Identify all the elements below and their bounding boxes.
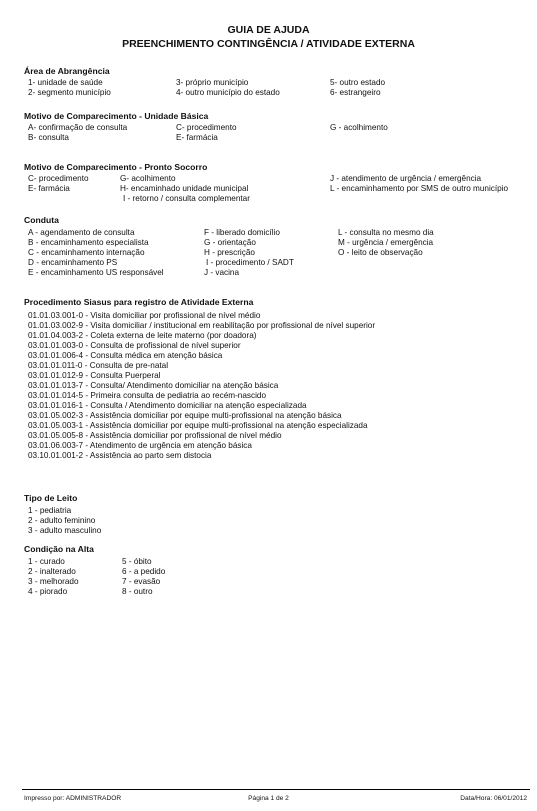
motivo-ub-item: G - acolhimento (330, 123, 388, 132)
motivo-ps-item: G- acolhimento (120, 174, 176, 183)
section-heading-conduta: Conduta (24, 215, 59, 225)
alta-item: 8 - outro (122, 587, 153, 596)
procedimento-item: 03.01.01.013-7 - Consulta/ Atendimento domiciliar na atenção básica (28, 381, 279, 390)
procedimento-item: 03.10.01.001-2 - Assistência ao parto sem distocia (28, 451, 212, 460)
area-item: 3- próprio município (176, 78, 249, 87)
conduta-item: G - orientação (204, 238, 256, 247)
motivo-ub-item: B- consulta (28, 133, 69, 142)
section-heading-area: Área de Abrangência (24, 66, 110, 76)
alta-item: 4 - piorado (28, 587, 68, 596)
alta-item: 6 - a pedido (122, 567, 166, 576)
footer-page-number: Página 1 de 2 (248, 795, 289, 802)
section-heading-motivo-ub: Motivo de Comparecimento - Unidade Básica (24, 111, 209, 121)
area-item: 5- outro estado (330, 78, 386, 87)
motivo-ub-item: C- procedimento (176, 123, 237, 132)
procedimento-item: 03.01.01.016-1 - Consulta / Atendimento domiciliar na atenção especializada (28, 401, 307, 410)
section-heading-leito: Tipo de Leito (24, 493, 78, 503)
conduta-item: E - encaminhamento US responsável (28, 268, 164, 277)
procedimento-item: 03.01.01.011-0 - Consulta de pre-natal (28, 361, 169, 370)
conduta-item: D - encaminhamento PS (28, 258, 118, 267)
conduta-item: I - procedimento / SADT (206, 258, 294, 267)
procedimento-item: 01.01.04.003-2 - Coleta externa de leite materno (por doadora) (28, 331, 257, 340)
procedimento-item: 03.01.06.003-7 - Atendimento de urgência em atenção básica (28, 441, 252, 450)
alta-item: 2 - inalterado (28, 567, 76, 576)
procedimento-item: 03.01.01.012-9 - Consulta Puerperal (28, 371, 161, 380)
conduta-item: F - liberado domicílio (204, 228, 280, 237)
section-heading-procedimento: Procedimento Siasus para registro de Atividade Externa (24, 297, 254, 307)
procedimento-item: 03.01.01.003-0 - Consulta de profissional de nível superior (28, 341, 241, 350)
procedimento-item: 01.01.03.002-9 - Visita domiciliar / institucional em reabilitação por profissional de nível superior (28, 321, 376, 330)
conduta-item: H - prescrição (204, 248, 255, 257)
footer-divider (22, 789, 530, 790)
procedimento-item: 01.01.03.001-0 - Visita domiciliar por profissional de nível médio (28, 311, 261, 320)
motivo-ub-item: E- farmácia (176, 133, 218, 142)
alta-item: 3 - melhorado (28, 577, 79, 586)
procedimento-item: 03.01.01.014-5 - Primeira consulta de pediatria ao recém-nascido (28, 391, 267, 400)
alta-item: 5 - óbito (122, 557, 152, 566)
leito-item: 2 - adulto feminino (28, 516, 96, 525)
motivo-ps-item: I - retorno / consulta complementar (123, 194, 250, 203)
conduta-item: A - agendamento de consulta (28, 228, 135, 237)
leito-item: 3 - adulto masculino (28, 526, 102, 535)
conduta-item: L - consulta no mesmo dia (338, 228, 434, 237)
alta-item: 7 - evasão (122, 577, 161, 586)
conduta-item: O - leito de observação (338, 248, 423, 257)
motivo-ps-item: C- procedimento (28, 174, 89, 183)
motivo-ps-item: L - encaminhamento por SMS de outro município (330, 184, 509, 193)
conduta-item: J - vacina (204, 268, 240, 277)
section-heading-alta: Condição na Alta (24, 544, 94, 554)
footer-datetime: Data/Hora: 06/01/2012 (460, 795, 527, 802)
page-subtitle: PREENCHIMENTO CONTINGÊNCIA / ATIVIDADE EXTERNA (122, 38, 415, 50)
conduta-item: C - encaminhamento internação (28, 248, 145, 257)
page-title: GUIA DE AJUDA (227, 24, 310, 36)
area-item: 4- outro município do estado (176, 88, 280, 97)
footer-printed-by: Impresso por: ADMINISTRADOR (24, 795, 122, 802)
motivo-ps-item: J - atendimento de urgência / emergência (330, 174, 482, 183)
leito-item: 1 - pediatria (28, 506, 72, 515)
motivo-ub-item: A- confirmação de consulta (28, 123, 128, 132)
procedimento-item: 03.01.05.003-1 - Assistência domiciliar por equipe multi-profissional na atenção especializada (28, 421, 368, 430)
area-item: 1- unidade de saúde (28, 78, 103, 87)
motivo-ps-item: H- encaminhado unidade municipal (120, 184, 249, 193)
area-item: 6- estrangeiro (330, 88, 381, 97)
area-item: 2- segmento município (28, 88, 111, 97)
conduta-item: M - urgência / emergência (338, 238, 434, 247)
alta-item: 1 - curado (28, 557, 65, 566)
procedimento-item: 03.01.05.005-8 - Assistência domiciliar por profissional de nível médio (28, 431, 282, 440)
motivo-ps-item: E- farmácia (28, 184, 70, 193)
conduta-item: B - encaminhamento especialista (28, 238, 149, 247)
section-heading-motivo-ps: Motivo de Comparecimento - Pronto Socorro (24, 162, 208, 172)
procedimento-item: 03.01.01.006-4 - Consulta médica em atenção básica (28, 351, 223, 360)
procedimento-item: 03.01.05.002-3 - Assistência domiciliar por equipe multi-profissional na atenção básica (28, 411, 342, 420)
